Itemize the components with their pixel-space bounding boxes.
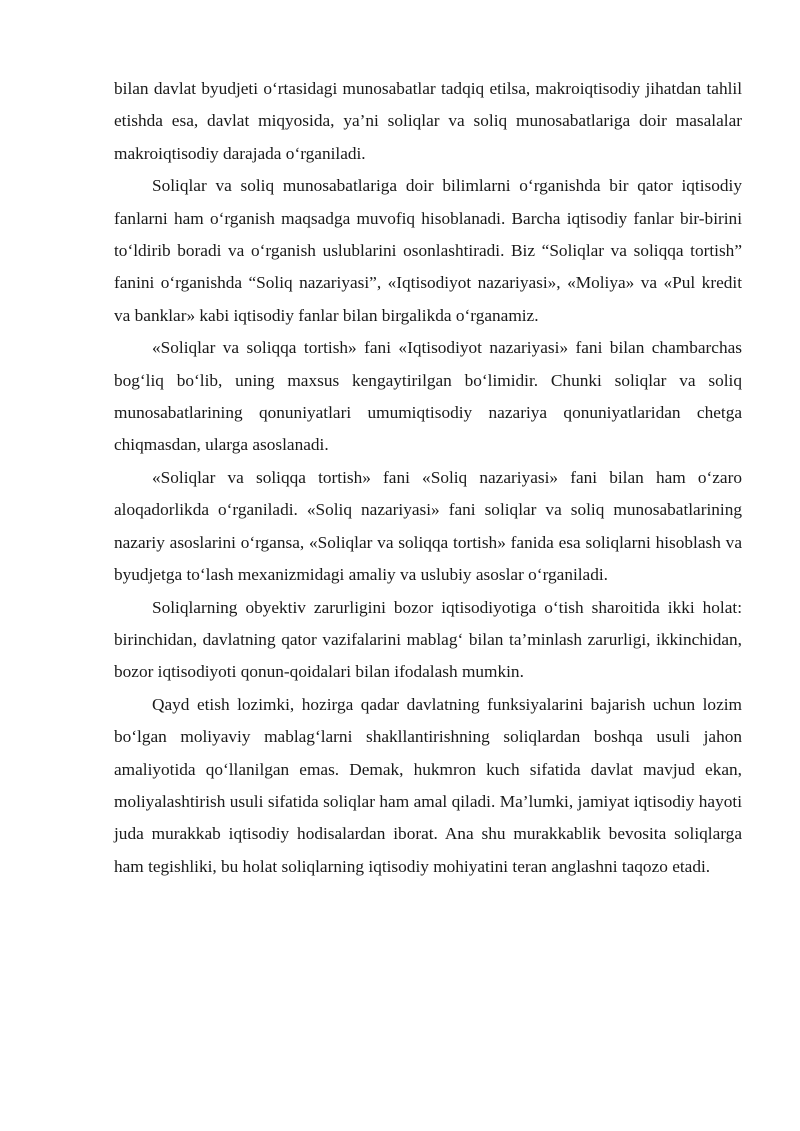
body-text [114, 73, 742, 883]
paragraph: Soliqlar va soliq munosabatlariga doir bilimlarni o‘rganishda bir qator iqtisodiy fanlarni ham o‘rganish maqsadga muvofiq hisoblanadi. Barcha iqtisodiy fanlar bir-birini to‘ldirib boradi va o‘rganish uslublarini osonlashtiradi. Biz “Soliqlar va soliqqa tortish” fanini o‘rganishda “Soliq nazariyasi”, «Iqtisodiyot nazariyasi», «Moliya» va «Pul kredit va banklar» kabi iqtisodiy fanlar bilan birgalikda o‘rganamiz. [114, 176, 742, 325]
paragraph-continuation: bilan davlat byudjeti o‘rtasidagi munosabatlar tadqiq etilsa, makroiqtisodiy jihatdan tahlil etishda esa, davlat miqyosida, ya’ni soliqlar va soliq munosabatlariga doir masalalar makroiqtisodiy darajada o‘rganiladi. [114, 79, 742, 163]
paragraph: Soliqlarning obyektiv zarurligini bozor iqtisodiyotiga o‘tish sharoitida ikki holat: birinchidan, davlatning qator vazifalarini mablag‘ bilan ta’minlash zarurligi, ikkinchidan, bozor iqtisodiyoti qonun-qoidalari bilan ifodalash mumkin. [114, 597, 742, 682]
paragraph: «Soliqlar va soliqqa tortish» fani «Soliq nazariyasi» fani bilan ham o‘zaro aloqadorlikda o‘rganiladi. «Soliq nazariyasi» fani soliqlar va soliq munosabatlarining nazariy asoslarini o‘rgansa, «Soliqlar va soliqqa tortish» fanida esa soliqlarni hisoblash va byudjetga to‘lash mexanizmidagi amaliy va uslubiy asoslar o‘rganiladi. [114, 467, 742, 585]
paragraph: «Soliqlar va soliqqa tortish» fani «Iqtisodiyot nazariyasi» fani bilan chambarchas bog‘liq bo‘lib, uning maxsus kengaytirilgan bo‘limidir. Chunki soliqlar va soliq munosabatlarining qonuniyatlari umumiqtisodiy nazariya qonuniyatlaridan chetga chiqmasdan, ularga asoslanadi. [114, 338, 742, 455]
paragraph: Qayd etish lozimki, hozirga qadar davlatning funksiyalarini bajarish uchun lozim bo‘lgan moliyaviy mablag‘larni shakllantirishning soliqlardan boshqa usuli jahon amaliyotida qo‘llanilgan emas. Demak, hukmron kuch sifatida davlat mavjud ekan, moliyalashtirish usuli sifatida soliqlar ham amal qiladi. Ma’lumki, jamiyat iqtisodiy hayoti juda murakkab iqtisodiy hodisalardan iborat. Ana shu murakkablik bevosita soliqlarga ham tegishliki, bu holat soliqlarning iqtisodiy mohiyatini teran anglashni taqozo etadi. [114, 694, 742, 876]
